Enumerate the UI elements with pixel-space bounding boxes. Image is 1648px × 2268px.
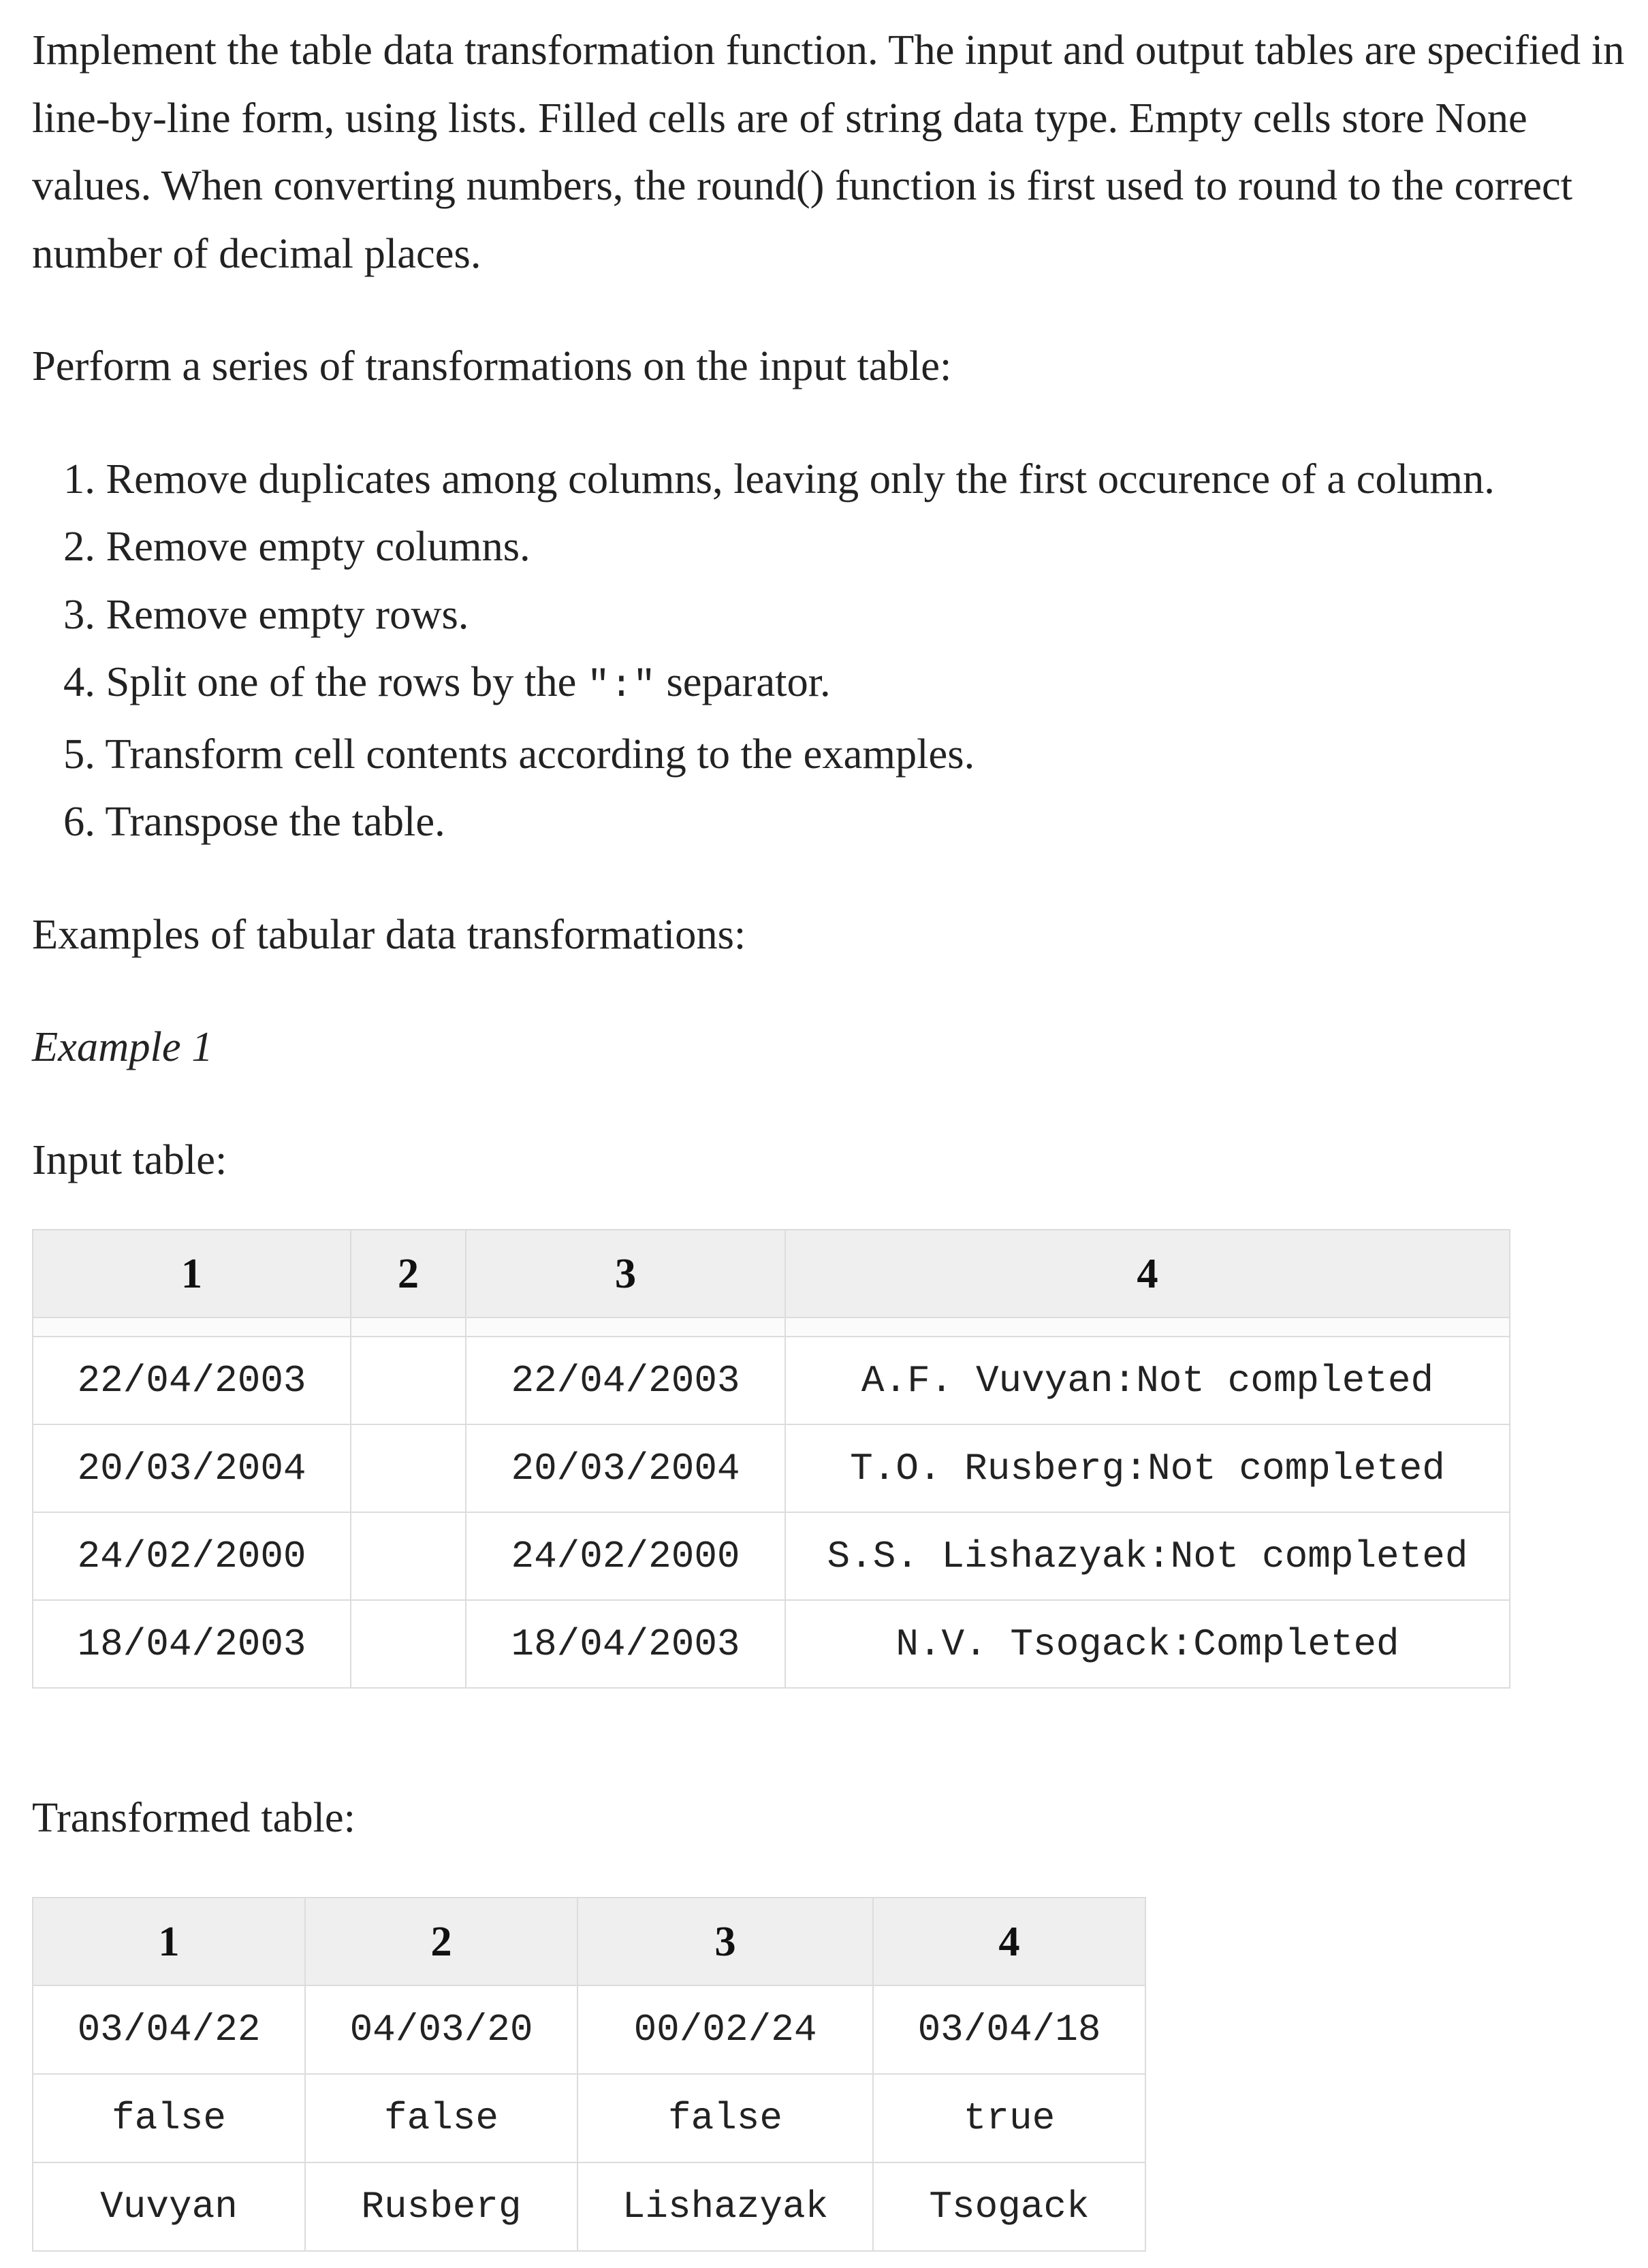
- examples-heading: Examples of tabular data transformations:: [32, 910, 746, 958]
- spacer-row: [33, 1317, 1510, 1337]
- steps-list: [32, 445, 1626, 856]
- table-cell: 22/04/2003: [466, 1337, 785, 1424]
- column-header: 2: [305, 1898, 577, 1985]
- table-cell: 00/02/24: [577, 1985, 873, 2074]
- table-cell: 18/04/2003: [466, 1600, 785, 1688]
- intro-paragraph: Implement the table data transformation function. The input and output tables are specified in line-by-line form, using lists. Filled cells are of string data type. Empty cells store None values. When converting numbers, the round() function is first used to round to the correct number of decimal places.: [32, 26, 1625, 277]
- step-item: 4. Split one of the rows by the ":" separator.: [63, 658, 831, 707]
- table-cell: false: [577, 2074, 873, 2162]
- output-table-label: Transformed table:: [32, 1793, 356, 1841]
- table-cell: 22/04/2003: [33, 1337, 351, 1424]
- table-cell: [351, 1337, 466, 1424]
- table-row: [33, 1600, 1510, 1688]
- column-header: 2: [351, 1230, 466, 1317]
- table-cell: 20/03/2004: [33, 1424, 351, 1512]
- step-item: 5. Transform cell contents according to the examples.: [63, 729, 975, 778]
- column-header: 4: [785, 1230, 1510, 1317]
- table-cell: 04/03/20: [305, 1985, 577, 2074]
- table-cell: [351, 1424, 466, 1512]
- table-cell: [351, 1600, 466, 1688]
- task-document: [32, 0, 1626, 2229]
- table-cell: 20/03/2004: [466, 1424, 785, 1512]
- table-cell: 24/02/2000: [466, 1512, 785, 1600]
- input-table-label: Input table:: [32, 1135, 227, 1183]
- table-row: [33, 1512, 1510, 1600]
- step-item: 2. Remove empty columns.: [63, 522, 530, 570]
- table-row: [33, 1337, 1510, 1424]
- table-cell: [351, 1512, 466, 1600]
- table-cell: Tsogack: [873, 2162, 1145, 2251]
- table-row: [33, 1985, 1145, 2074]
- table-cell: false: [33, 2074, 305, 2162]
- step-item: 3. Remove empty rows.: [63, 590, 469, 638]
- table-row: [33, 2074, 1145, 2162]
- column-header: 3: [466, 1230, 785, 1317]
- table-cell: 03/04/22: [33, 1985, 305, 2074]
- table-cell: 03/04/18: [873, 1985, 1145, 2074]
- column-header: 3: [577, 1898, 873, 1985]
- table-cell: S.S. Lishazyak:Not completed: [785, 1512, 1510, 1600]
- table-cell: T.O. Rusberg:Not completed: [785, 1424, 1510, 1512]
- lead-paragraph: Perform a series of transformations on the input table:: [32, 342, 952, 389]
- input-table: [32, 1229, 1510, 1689]
- table-cell: 18/04/2003: [33, 1600, 351, 1688]
- example-title: Example 1: [32, 1023, 213, 1070]
- header-row: [33, 1230, 1510, 1317]
- table-cell: 24/02/2000: [33, 1512, 351, 1600]
- header-row: [33, 1898, 1145, 1985]
- column-header: 1: [33, 1230, 351, 1317]
- table-cell: Rusberg: [305, 2162, 577, 2251]
- column-header: 1: [33, 1898, 305, 1985]
- table-cell: Lishazyak: [577, 2162, 873, 2251]
- table-cell: false: [305, 2074, 577, 2162]
- table-cell: Vuvyan: [33, 2162, 305, 2251]
- separator-code: ":": [587, 664, 656, 707]
- step-item: 6. Transpose the table.: [63, 797, 445, 845]
- table-cell: A.F. Vuvyan:Not completed: [785, 1337, 1510, 1424]
- table-cell: true: [873, 2074, 1145, 2162]
- table-row: [33, 2162, 1145, 2251]
- output-table: [32, 1897, 1146, 2252]
- step-item: 1. Remove duplicates among columns, leaving only the first occurence of a column.: [63, 454, 1495, 502]
- table-row: [33, 1424, 1510, 1512]
- table-cell: N.V. Tsogack:Completed: [785, 1600, 1510, 1688]
- column-header: 4: [873, 1898, 1145, 1985]
